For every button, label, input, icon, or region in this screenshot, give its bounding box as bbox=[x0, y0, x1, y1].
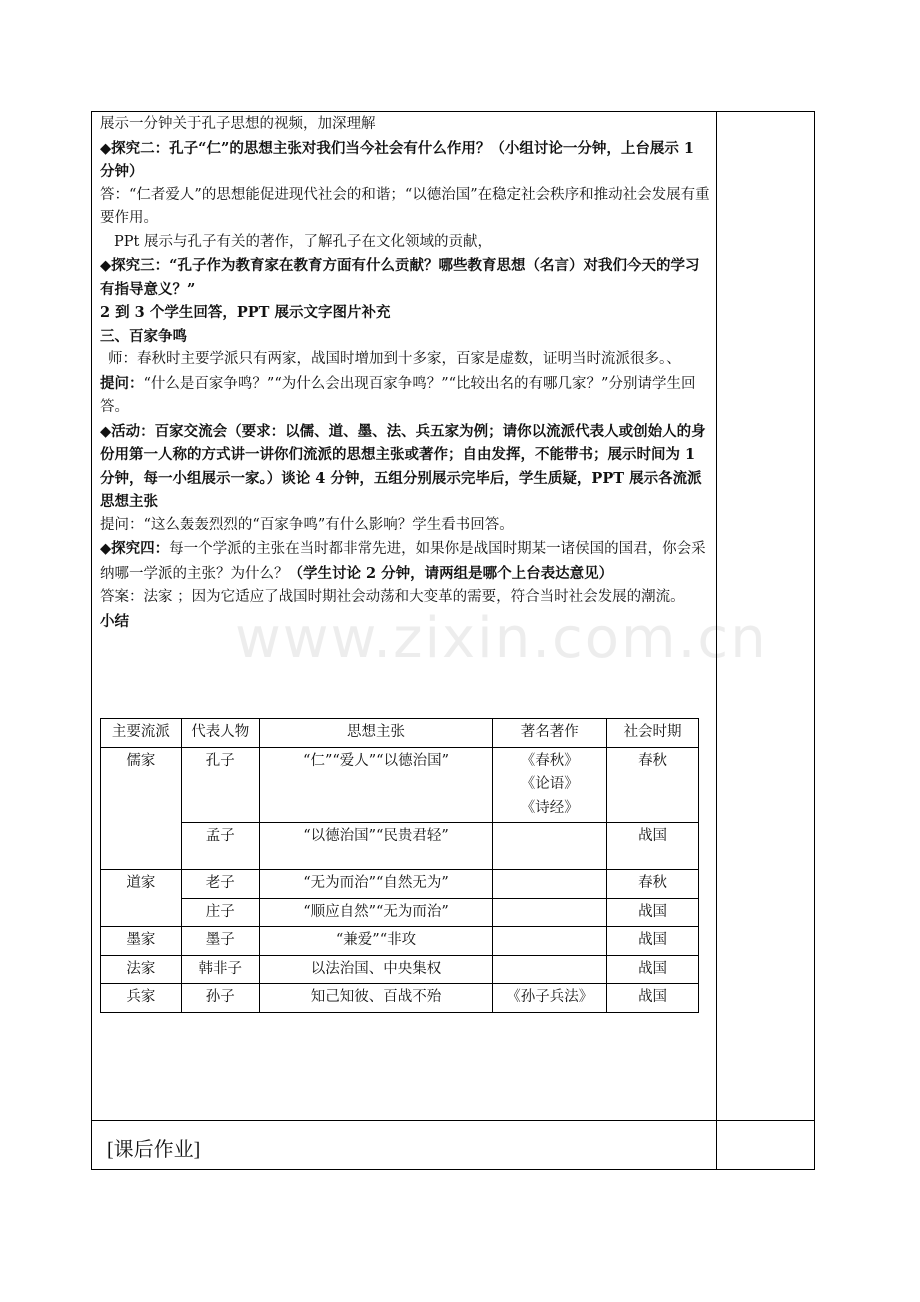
line-students-answer: 2 到 3 个学生回答，PPT 展示文字图片补充 bbox=[100, 304, 391, 321]
line-activity: ◆活动：百家交流会（要求：以儒、道、墨、法、兵五家为例；请你以流派代表人或创始人的身份用第一人称的方式讲一讲你们流派的思想主张或著作；自由发挥，不能带书；展示时间为 1 分钟，每一小组展示一家。）谈论 4 分钟，五组分别展示完毕后，学生质疑，PPT 展示各流派思想主张 bbox=[100, 422, 706, 510]
explore4-note: （学生讨论 2 分钟，请两组是哪个上台表达意见） bbox=[288, 564, 614, 582]
table-row bbox=[101, 927, 699, 956]
line-teacher: 师：春秋时主要学派只有两家，战国时增加到十多家，百家是虚数，证明当时流派很多。、 bbox=[108, 351, 681, 367]
line-explore2: ◆探究二：孔子“仁”的思想主张对我们当今社会有什么作用？（小组讨论一分钟，上台展示 1 分钟） bbox=[100, 139, 694, 180]
idea-cell: “仁”“爱人”“以德治国” bbox=[259, 747, 493, 823]
period-cell: 春秋 bbox=[607, 747, 699, 823]
person-cell: 孔子 bbox=[181, 747, 259, 823]
line-influence: 提问：“这么轰轰烈烈的“百家争鸣”有什么影响？学生看书回答。 bbox=[100, 516, 514, 533]
table-header-row bbox=[101, 719, 699, 748]
table-row bbox=[101, 898, 699, 927]
row-divider bbox=[91, 1120, 815, 1121]
line-ppt-works: PPt 展示与孔子有关的著作，了解孔子在文化领域的贡献， bbox=[114, 233, 492, 250]
school-cell: 兵家 bbox=[101, 984, 182, 1013]
period-cell: 战国 bbox=[607, 984, 699, 1013]
homework-heading: [课后作业] bbox=[107, 1139, 201, 1161]
table-row bbox=[101, 955, 699, 984]
header-school: 主要流派 bbox=[101, 719, 182, 748]
work-title: 《春秋》 bbox=[520, 752, 579, 769]
summary-table bbox=[100, 718, 699, 1013]
idea-cell: “无为而治”“自然无为” bbox=[259, 870, 493, 899]
summary-heading: 小结 bbox=[100, 612, 129, 630]
idea-cell: 以法治国、中央集权 bbox=[259, 955, 493, 984]
work-title: 《论语》 bbox=[520, 776, 579, 792]
person-cell: 孟子 bbox=[181, 823, 259, 870]
line-questions bbox=[100, 372, 710, 420]
line-explore4 bbox=[100, 537, 710, 586]
period-cell: 战国 bbox=[607, 927, 699, 956]
person-cell: 老子 bbox=[181, 870, 259, 899]
works-cell bbox=[493, 747, 607, 823]
question-label: 提问： bbox=[100, 374, 144, 392]
works-cell bbox=[493, 823, 607, 870]
person-cell: 韩非子 bbox=[181, 955, 259, 984]
explore4-text: 每一个学派的主张在当时都非常先进，如果你是战国时期某一诸侯国的国君，你会采纳哪一学派的主张？为什么？ bbox=[100, 541, 706, 582]
school-cell: 法家 bbox=[101, 955, 182, 984]
period-cell: 战国 bbox=[607, 823, 699, 870]
works-cell bbox=[493, 898, 607, 927]
idea-cell: 知己知彼、百战不殆 bbox=[259, 984, 493, 1013]
period-cell: 春秋 bbox=[607, 870, 699, 899]
header-person: 代表人物 bbox=[181, 719, 259, 748]
school-cell: 儒家 bbox=[101, 747, 182, 870]
watermark: www.zixin.com.cn bbox=[235, 606, 768, 671]
period-cell: 战国 bbox=[607, 955, 699, 984]
period-cell: 战国 bbox=[607, 898, 699, 927]
person-cell: 墨子 bbox=[181, 927, 259, 956]
explore4-label: ◆探究四： bbox=[100, 540, 170, 557]
idea-cell: “以德治国”“民贵君轻” bbox=[259, 823, 493, 870]
line-video: 展示一分钟关于孔子思想的视频，加深理解 bbox=[100, 116, 376, 132]
person-cell: 孙子 bbox=[181, 984, 259, 1013]
works-cell bbox=[493, 870, 607, 899]
lesson-content bbox=[100, 113, 710, 633]
line-answer2: 答案：法家 ；因为它适应了战国时期社会动荡和大变革的需要，符合当时社会发展的潮流。 bbox=[100, 589, 685, 605]
questions-text: “什么是百家争鸣？”“为什么会出现百家争鸣？”“比较出名的有哪几家？”分别请学生回答。 bbox=[100, 375, 696, 415]
idea-cell: “顺应自然”“无为而治” bbox=[259, 898, 493, 927]
works-cell: 《孙子兵法》 bbox=[493, 984, 607, 1013]
line-explore3: ◆探究三：“孔子作为教育家在教育方面有什么贡献？哪些教育思想（名言）对我们今天的学习有指导意义？” bbox=[100, 257, 700, 298]
work-title: 《诗经》 bbox=[520, 799, 579, 816]
works-cell bbox=[493, 955, 607, 984]
line-answer1: 答：“仁者爱人”的思想能促进现代社会的和谐；“以德治国”在稳定社会秩序和推动社会发展有重要作用。 bbox=[100, 186, 710, 226]
table-row bbox=[101, 823, 699, 870]
school-cell: 道家 bbox=[101, 870, 182, 927]
idea-cell: “兼爱”“非攻 bbox=[259, 927, 493, 956]
table-row bbox=[101, 870, 699, 899]
header-works: 著名著作 bbox=[493, 719, 607, 748]
header-period: 社会时期 bbox=[607, 719, 699, 748]
person-cell: 庄子 bbox=[181, 898, 259, 927]
table-row bbox=[101, 984, 699, 1013]
header-idea: 思想主张 bbox=[259, 719, 493, 748]
works-cell bbox=[493, 927, 607, 956]
table-row bbox=[101, 747, 699, 823]
section-heading: 三、百家争鸣 bbox=[100, 327, 187, 345]
school-cell: 墨家 bbox=[101, 927, 182, 956]
